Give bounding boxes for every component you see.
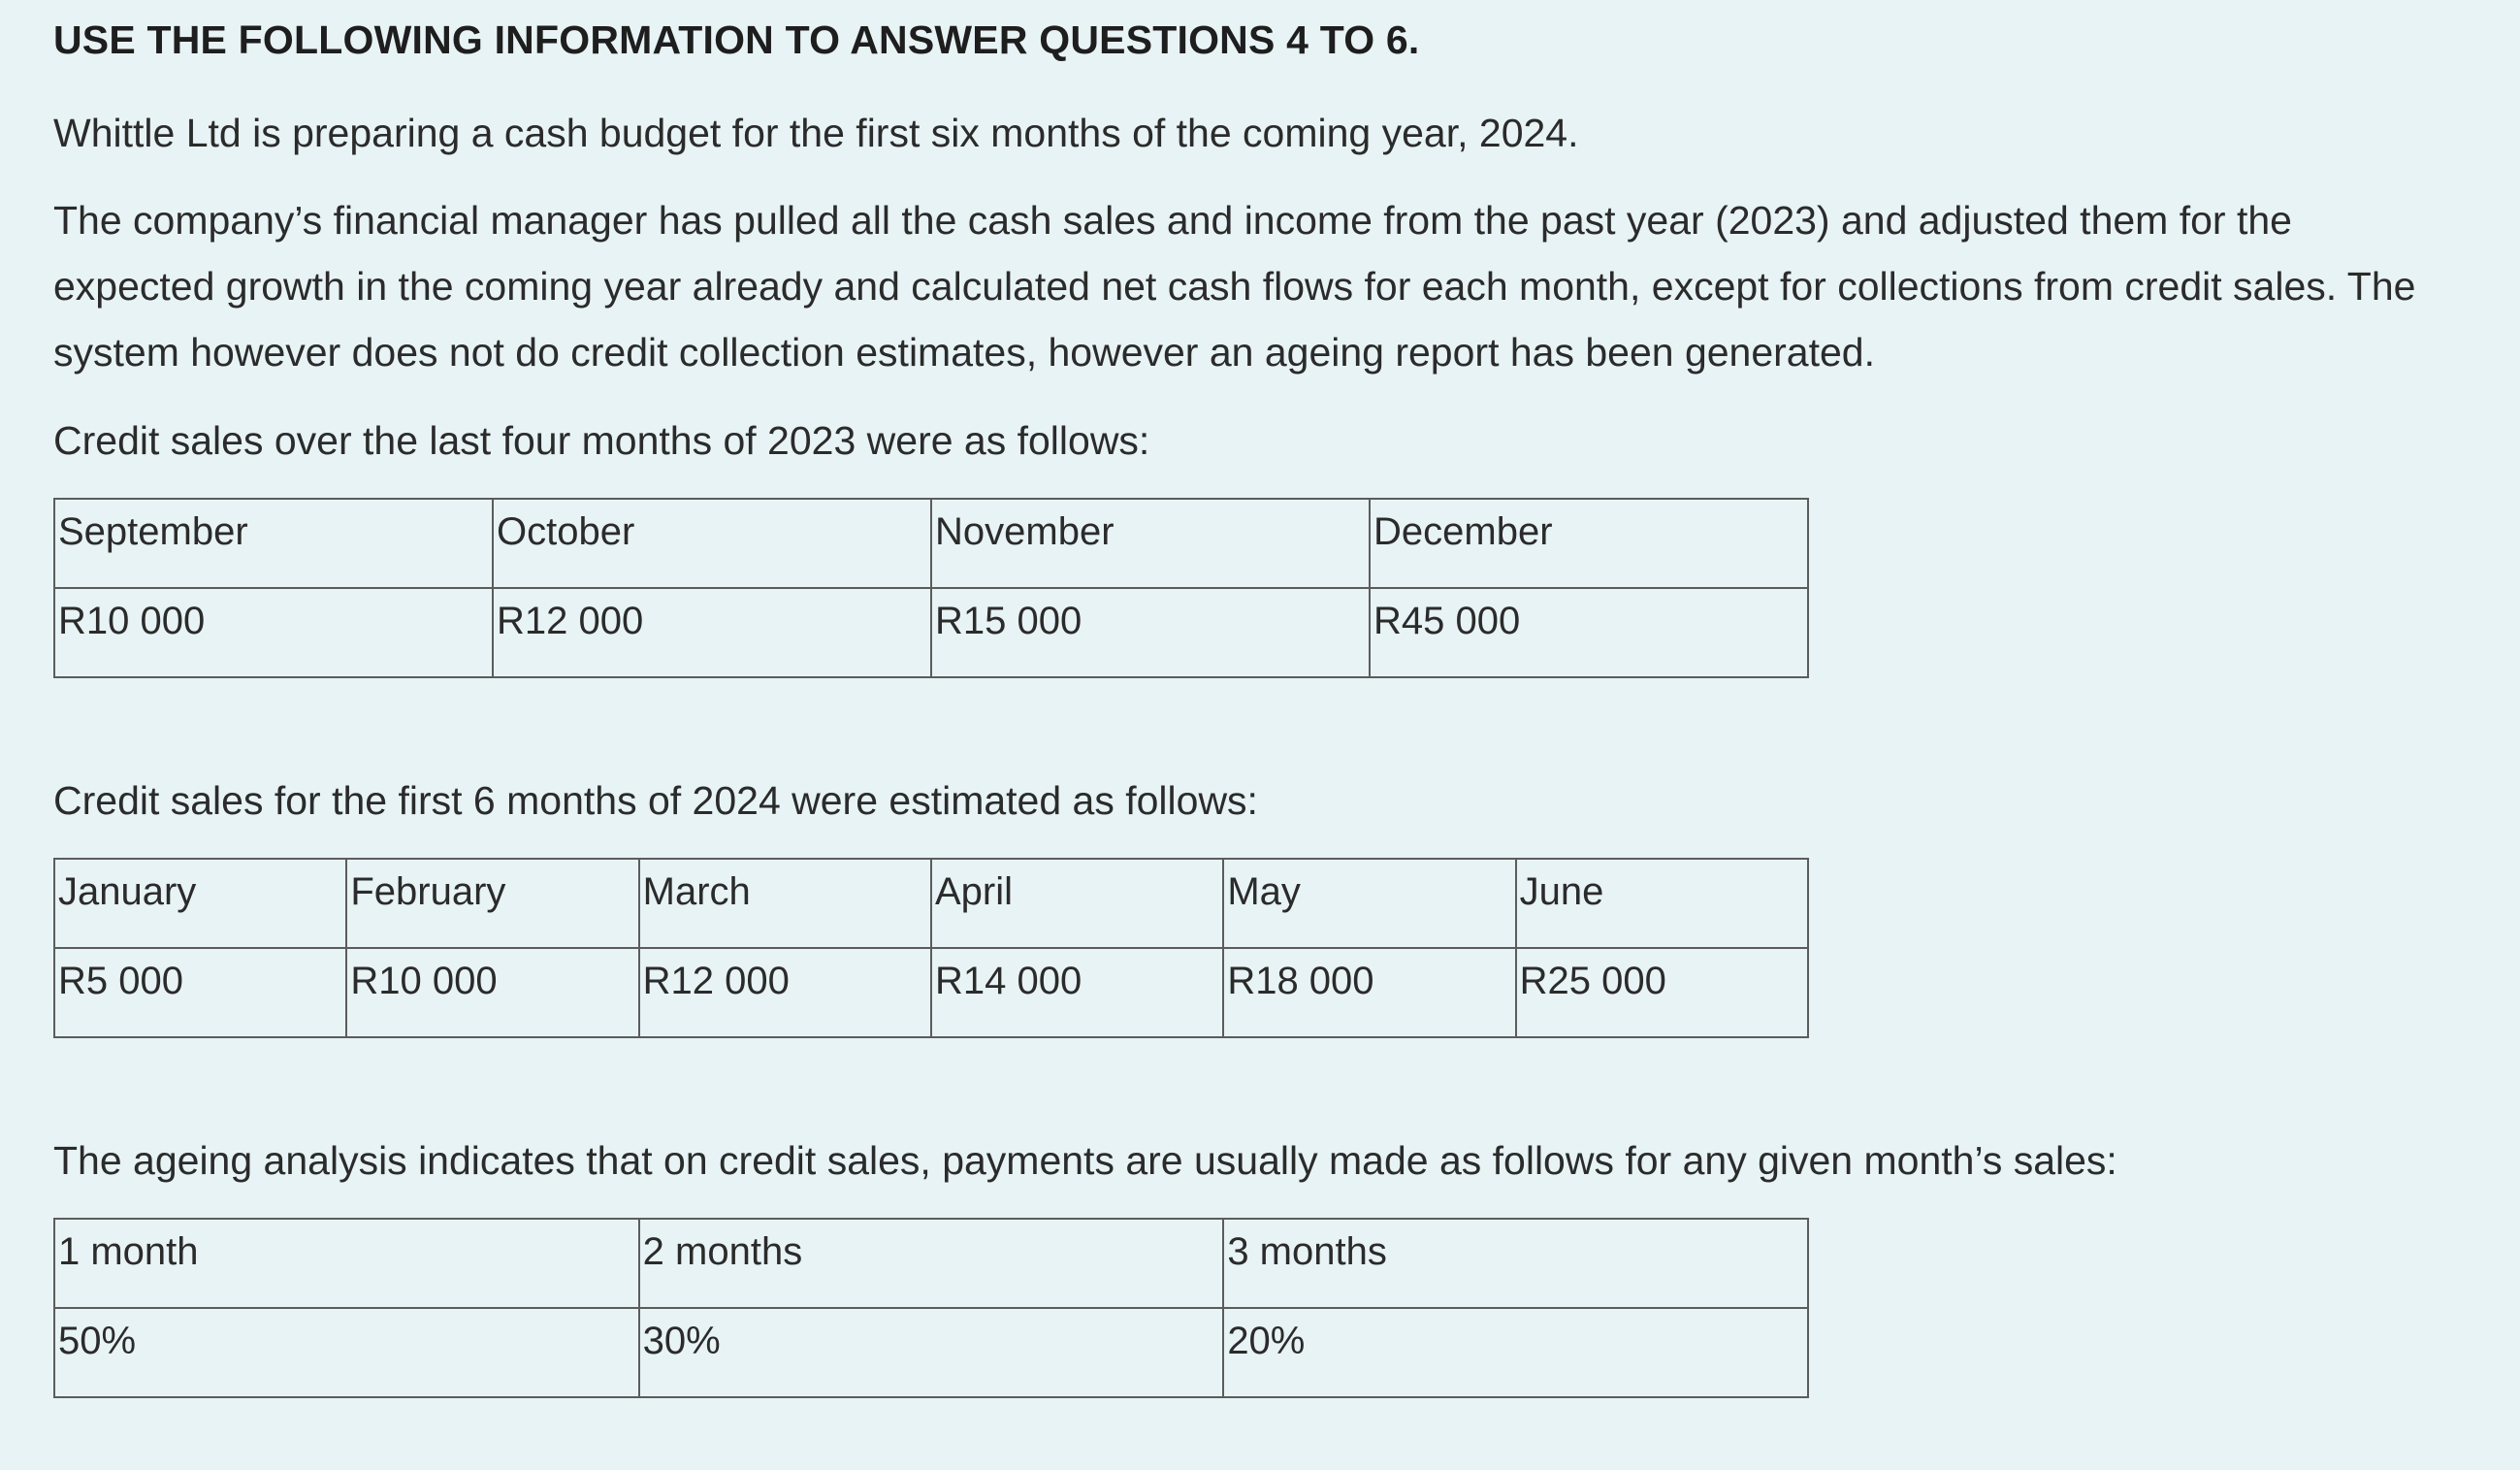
context-paragraph: The company’s financial manager has pulled all the cash sales and income from the past year (2023) and adjusted them for the expected growth in the coming year already and calculated net cash flows for each month, except for collections from credit sales. The system however does not do credit collection estimates, however an ageing report has been generated. [53,198,2416,375]
table-cell: 30% [639,1308,1224,1397]
table-header-row [54,499,1808,588]
table-cell: 20% [1223,1308,1808,1397]
table-cell: October [493,499,931,588]
table-cell: R12 000 [493,588,931,677]
table-row [54,1308,1808,1397]
credit-sales-2023-table [53,498,1809,678]
table-cell: 1 month [54,1219,639,1308]
table-cell: May [1223,859,1515,948]
table-row [54,588,1808,677]
table-cell: 2 months [639,1219,1224,1308]
table-cell: November [931,499,1370,588]
table-cell: June [1516,859,1808,948]
section-heading: USE THE FOLLOWING INFORMATION TO ANSWER QUESTIONS 4 TO 6. [53,17,1420,62]
table-cell: R18 000 [1223,948,1515,1037]
table-cell: 3 months [1223,1219,1808,1308]
credit-sales-2024-caption: Credit sales for the first 6 months of 2024 were estimated as follows: [53,778,1258,823]
table-cell: September [54,499,493,588]
table-cell: December [1370,499,1808,588]
table-cell: R5 000 [54,948,346,1037]
table-cell: R14 000 [931,948,1223,1037]
table-cell: R45 000 [1370,588,1808,677]
table-cell: 50% [54,1308,639,1397]
table-cell: R10 000 [54,588,493,677]
table-cell: April [931,859,1223,948]
table-cell: R15 000 [931,588,1370,677]
table-cell: February [346,859,638,948]
table-cell: January [54,859,346,948]
table-cell: R25 000 [1516,948,1808,1037]
table-cell: March [639,859,931,948]
table-row [54,948,1808,1037]
table-cell: R10 000 [346,948,638,1037]
ageing-table [53,1218,1809,1398]
table-cell: R12 000 [639,948,931,1037]
credit-sales-2023-caption: Credit sales over the last four months of 2023 were as follows: [53,418,1150,463]
table-header-row [54,859,1808,948]
intro-paragraph: Whittle Ltd is preparing a cash budget for the first six months of the coming year, 2024. [53,111,1579,155]
table-header-row [54,1219,1808,1308]
ageing-caption: The ageing analysis indicates that on credit sales, payments are usually made as follows for any given month’s sales: [53,1138,2117,1183]
credit-sales-2024-table [53,858,1809,1038]
